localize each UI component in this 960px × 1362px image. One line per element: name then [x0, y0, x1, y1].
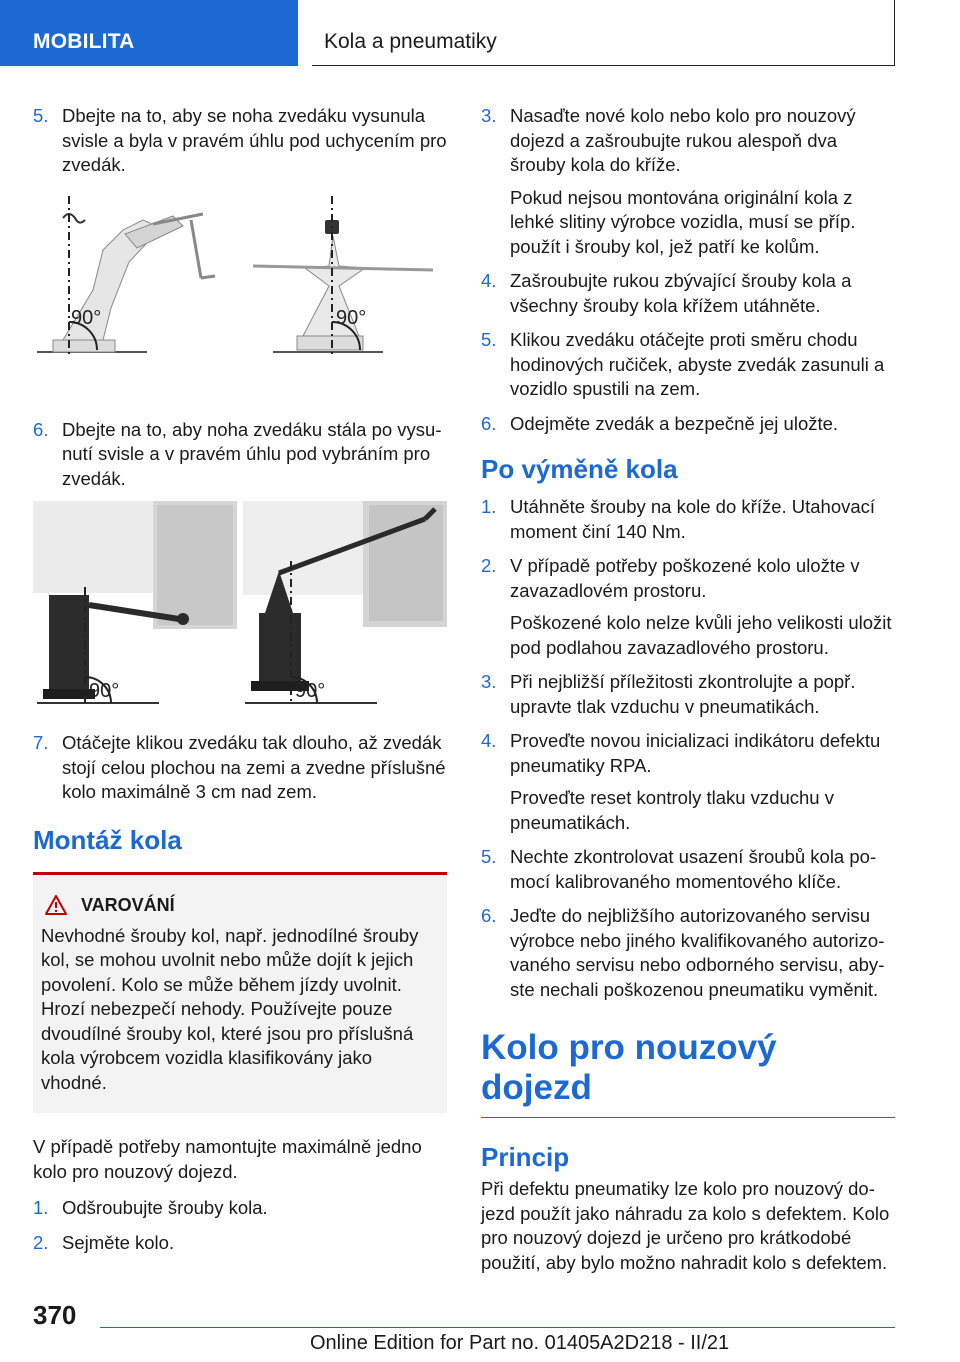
jack-diagram — [33, 190, 447, 410]
step-text: Klikou zvedáku otáčejte proti směru chodu hodinových ručiček, abyste zvedák zasunuli a vozidlo spustili na zem. — [510, 329, 885, 399]
step-text: Jeďte do nejbližšího autorizovaného servisu výrobce nebo jiného kvalifikovaného autorizovaného servisu nebo odborného servisu, abyste nechali poškozenou pneumatiku vyměnit. — [510, 905, 885, 1000]
step-5-jack-foot — [33, 104, 447, 178]
step-number: 4. — [481, 270, 497, 291]
step-after-2 — [481, 554, 895, 660]
step-after-1 — [481, 495, 895, 544]
jack-photo — [33, 501, 447, 707]
principle-text: Při defektu pneumatiky lze kolo pro nouzový dojezd použít jako náhradu za kolo s defektem. Kolo pro nouzový dojezd je určeno pro krátkodobé použití, aby bylo možno nahradit kolo s defektem. — [481, 1178, 890, 1273]
edition-note: Online Edition for Part no. 01405A2D218 - II/21 — [310, 1332, 730, 1354]
step-2-remove-wheel — [33, 1231, 447, 1256]
warning-title: VAROVÁNÍ — [81, 894, 175, 915]
right-column — [481, 104, 895, 1275]
step-text: Nasaďte nové kolo nebo kolo pro nouzový dojezd a zašroubujte rukou alespoň dva šrouby kola do kříže. — [510, 105, 856, 175]
step-6-stow-jack — [481, 412, 895, 437]
step-note: Pokud nejsou montována originální kola z lehké slitiny výrobce vozidla, musí se příp. použít i šrouby kol, jež patří ke kolům. — [510, 186, 856, 257]
step-after-4 — [481, 729, 895, 835]
page-header — [0, 0, 960, 66]
step-text: Sejměte kolo. — [62, 1231, 175, 1253]
step-number: 2. — [481, 555, 497, 576]
warning-box — [33, 872, 447, 1114]
warning-triangle-icon — [45, 895, 67, 915]
step-number: 2. — [33, 1231, 49, 1253]
chapter-title: Kola a pneumatiky — [312, 0, 895, 66]
heading-spare-wheel: Kolo pro nouzový dojezd — [481, 1028, 895, 1118]
step-text: Odšroubujte šrouby kola. — [62, 1197, 268, 1218]
step-number: 7. — [33, 732, 49, 753]
angle-label: 90° — [71, 306, 102, 329]
step-number: 5. — [481, 329, 497, 350]
step-text: Zašroubujte rukou zbývající šrouby kola a všechny šrouby kola křížem utáhněte. — [510, 270, 852, 316]
step-number: 1. — [33, 1197, 49, 1218]
footer-divider — [100, 1327, 895, 1328]
step-text: V případě potřeby poškozené kolo uložte v zavazadlovém prostoru. — [510, 555, 860, 601]
angle-label: 90° — [89, 680, 120, 702]
step-text: Utáhněte šrouby na kole do kříže. Utahovací moment činí 140 Nm. — [510, 496, 876, 542]
step-number: 6. — [33, 418, 49, 440]
step-number: 1. — [481, 496, 497, 517]
section-tab: MOBILITA — [0, 0, 298, 66]
step-text: Odejměte zvedák a bezpečně jej uložte. — [510, 412, 839, 434]
step-number: 3. — [481, 105, 497, 126]
jack-angle-figure — [33, 190, 447, 410]
step-text: Dbejte na to, aby se noha zvedáku vysunula svisle a byla v pravém úhlu pod uchycením pro zvedák. — [62, 105, 447, 175]
step-after-6 — [481, 904, 895, 1002]
warning-title-row — [41, 895, 437, 916]
step-number: 3. — [481, 671, 497, 692]
step-number: 5. — [481, 846, 497, 867]
step-number: 6. — [481, 905, 497, 926]
step-text: Při nejbližší příležitosti zkontrolujte a popř. upravte tlak vzduchu v pneumatikách. — [510, 671, 856, 717]
step-text: Nechte zkontrolovat usazení šroubů kola pomocí kalibrovaného momentového klíče. — [510, 846, 877, 892]
heading-wheel-mounting: Montáž kola — [33, 824, 182, 855]
step-note: Poškozené kolo nelze kvůli jeho velikosti uložit pod podlahou zavazadlového prostoru. — [510, 612, 892, 658]
step-number: 4. — [481, 730, 497, 751]
step-after-3 — [481, 670, 895, 719]
step-6-jack-foot-position — [33, 418, 447, 492]
step-3-fit-wheel — [481, 104, 895, 259]
step-number: 5. — [33, 105, 49, 126]
page-number: 370 — [33, 1300, 77, 1330]
step-number: 6. — [481, 412, 497, 434]
warning-text: Nevhodné šrouby kol, např. jednodílné šrouby kol, se mohou uvolnit nebo může dojít k jejich povolení. Kolo se může během jízdy uvolnit. Hrozí nebezpečí nehody. Používejte pouze dvoudílné šrouby kol, které jsou pro příslušná kola výrobcem vozidla klasifikovány jako vhodné. — [41, 924, 419, 1093]
step-5-lower — [481, 328, 895, 402]
angle-label: 90° — [336, 306, 367, 329]
heading-after-change: Po výměně kola — [481, 454, 678, 484]
step-text: Dbejte na to, aby noha zvedáku stála po vysunutí svisle a v pravém úhlu pod vybráním pro zvedák. — [62, 418, 442, 489]
step-after-5 — [481, 845, 895, 894]
step-7-crank — [33, 731, 447, 805]
step-4-tighten — [481, 269, 895, 318]
jack-under-car-figure — [33, 501, 447, 707]
step-1-unscrew — [33, 1196, 447, 1221]
heading-principle: Princip — [481, 1142, 570, 1172]
angle-label: 90° — [295, 680, 326, 702]
step-note: Proveďte reset kontroly tlaku vzduchu v pneumatikách. — [510, 787, 834, 833]
step-text: Proveďte novou inicializaci indikátoru defektu pneumatiky RPA. — [510, 730, 881, 776]
mount-intro: V případě potřeby namontujte maximálně jedno kolo pro nouzový dojezd. — [33, 1136, 422, 1182]
left-column — [33, 104, 447, 1265]
step-text: Otáčejte klikou zvedáku tak dlouho, až zvedák stojí celou plochou na zemi a zvedne příslušné kolo maximálně 3 cm nad zem. — [62, 732, 446, 802]
